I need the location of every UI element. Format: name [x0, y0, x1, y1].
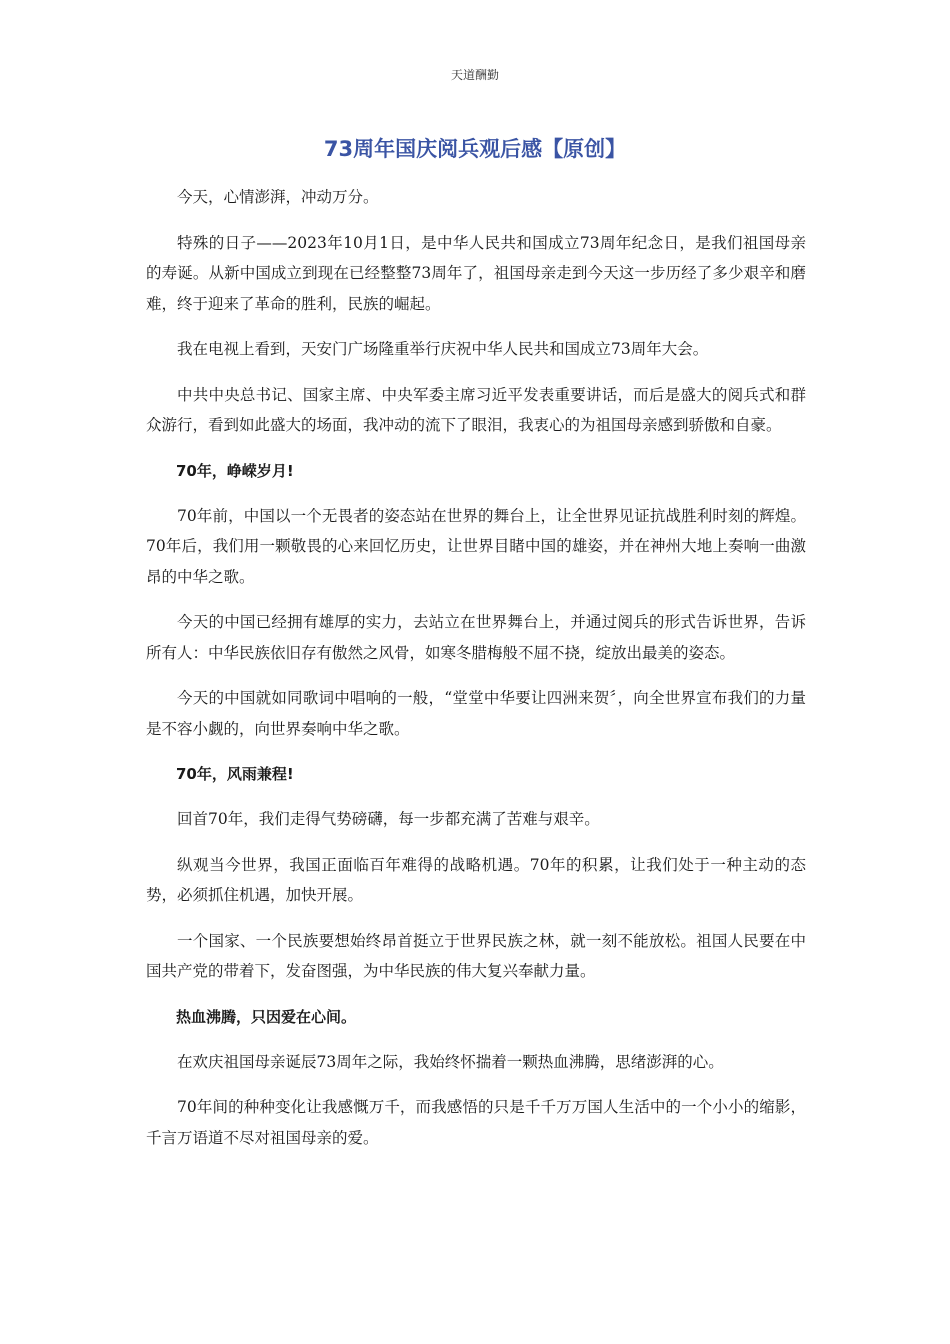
paragraph: 回首70年，我们走得气势磅礴，每一步都充满了苦难与艰辛。: [177, 810, 600, 828]
paragraph: 中共中央总书记、国家主席、中央军委主席习近平发表重要讲话，而后是盛大的阅兵式和群众游行，看到如此盛大的场面，我冲动的流下了眼泪，我衷心的为祖国母亲感到骄傲和自豪。: [146, 385, 806, 434]
paragraph: 70年间的种种变化让我感慨万千，而我感悟的只是千千万万国人生活中的一个小小的缩影，千言万语道不尽对祖国母亲的爱。: [146, 1098, 806, 1147]
paragraph: 纵观当今世界，我国正面临百年难得的战略机遇。70年的积累，让我们处于一种主动的态势，必须抓住机遇，加快开展。: [146, 855, 806, 904]
paragraph: 一个国家、一个民族要想始终昂首挺立于世界民族之林，就一刻不能放松。祖国人民要在中国共产党的带着下，发奋图强，为中华民族的伟大复兴奉献力量。: [146, 931, 806, 980]
paragraph: 在欢庆祖国母亲诞辰73周年之际，我始终怀揣着一颗热血沸腾，思绪澎湃的心。: [177, 1052, 724, 1071]
page-header: 天道酬勤: [450, 68, 499, 82]
paragraph: 特殊的日子——2023年10月1日，是中华人民共和国成立73周年纪念日，是我们祖国母亲的寿诞。从新中国成立到现在已经整整73周年了，祖国母亲走到今天这一步历经了多少艰辛和磨难，终于迎来了革命的胜利，民族的崛起。: [146, 233, 806, 313]
section-heading: 70年，峥嵘岁月!: [176, 461, 294, 480]
document-body: [146, 182, 806, 1168]
paragraph: 70年前，中国以一个无畏者的姿态站在世界的舞台上，让全世界见证抗战胜利时刻的辉煌。70年后，我们用一颗敬畏的心来回忆历史，让世界目睹中国的雄姿，并在神州大地上奏响一曲激昂的中华之歌。: [146, 506, 806, 586]
section-heading: 70年，风雨兼程!: [176, 765, 294, 783]
paragraph: 今天的中国就如同歌词中唱响的一般，“堂堂中华要让四洲来贺〞，向全世界宣布我们的力量是不容小觑的，向世界奏响中华之歌。: [146, 689, 806, 738]
paragraph: 今天的中国已经拥有雄厚的实力，去站立在世界舞台上，并通过阅兵的形式告诉世界，告诉所有人：中华民族依旧存有傲然之风骨，如寒冬腊梅般不屈不挠，绽放出最美的姿态。: [146, 613, 806, 662]
paragraph: 今天，心情澎湃，冲动万分。: [177, 188, 379, 206]
section-heading: 热血沸腾，只因爱在心间。: [176, 1007, 357, 1026]
paragraph: 我在电视上看到，天安门广场隆重举行庆祝中华人民共和国成立73周年大会。: [177, 340, 709, 358]
document-title: 73周年国庆阅兵观后感【原创】: [323, 137, 627, 161]
